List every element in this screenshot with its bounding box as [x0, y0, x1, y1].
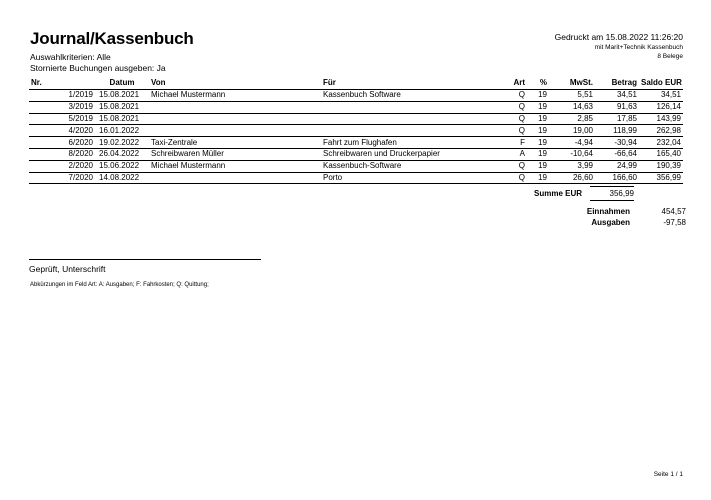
- table-cell: F: [493, 137, 527, 149]
- table-cell: Kassenbuch-Software: [321, 160, 493, 172]
- page-number: Seite 1 / 1: [653, 471, 683, 478]
- table-cell: Michael Mustermann: [149, 160, 321, 172]
- table-cell: 15.08.2021: [95, 101, 149, 113]
- table-cell: 14.08.2022: [95, 172, 149, 184]
- software-name: mit Marit+Technik Kassenbuch: [594, 44, 683, 51]
- table-cell: 3/2019: [29, 101, 95, 113]
- table-cell: 19.02.2022: [95, 137, 149, 149]
- table-cell: -4,94: [549, 137, 595, 149]
- column-header: MwSt.: [549, 75, 595, 90]
- table-cell: [321, 101, 493, 113]
- table-row: [29, 148, 683, 160]
- table-cell: 4/2020: [29, 125, 95, 137]
- table-row: [29, 101, 683, 113]
- table-cell: 356,99: [639, 172, 683, 184]
- table-cell: [149, 172, 321, 184]
- criteria-filter: Auswahlkriterien: Alle: [30, 52, 111, 62]
- table-cell: -30,94: [595, 137, 639, 149]
- expenses-value: -97,58: [663, 218, 686, 227]
- income-row: [560, 207, 686, 218]
- table-cell: 262,98: [639, 125, 683, 137]
- table-cell: -10,64: [549, 148, 595, 160]
- table-cell: 8/2020: [29, 148, 95, 160]
- printed-timestamp: Gedruckt am 15.08.2022 11:26:20: [554, 32, 683, 42]
- table-cell: Schreibwaren Müller: [149, 148, 321, 160]
- table-cell: 19: [527, 137, 549, 149]
- table-row: [29, 90, 683, 102]
- table-cell: 165,40: [639, 148, 683, 160]
- table-cell: 15.06.2022: [95, 160, 149, 172]
- table-cell: 118,99: [595, 125, 639, 137]
- table-cell: 16.01.2022: [95, 125, 149, 137]
- table-cell: 1/2019: [29, 90, 95, 102]
- table-cell: Schreibwaren und Druckerpapier: [321, 148, 493, 160]
- table-cell: Q: [493, 160, 527, 172]
- table-row: [29, 137, 683, 149]
- table-cell: 19: [527, 148, 549, 160]
- sum-value: 356,99: [590, 186, 634, 201]
- table-cell: Q: [493, 172, 527, 184]
- table-cell: 5,51: [549, 90, 595, 102]
- table-cell: Q: [493, 90, 527, 102]
- table-cell: 17,85: [595, 113, 639, 125]
- table-cell: Porto: [321, 172, 493, 184]
- table-cell: 24,99: [595, 160, 639, 172]
- expenses-label: Ausgaben: [591, 218, 630, 227]
- table-cell: Taxi-Zentrale: [149, 137, 321, 149]
- report-title: Journal/Kassenbuch: [30, 29, 194, 48]
- table-cell: Michael Mustermann: [149, 90, 321, 102]
- table-cell: 19: [527, 113, 549, 125]
- table-cell: 126,14: [639, 101, 683, 113]
- column-header: Betrag: [595, 75, 639, 90]
- table-row: [29, 125, 683, 137]
- table-cell: Q: [493, 113, 527, 125]
- table-cell: 3,99: [549, 160, 595, 172]
- abbreviations-note: Abkürzungen im Feld Art: A: Ausgaben; F: Fahrkosten; Q: Quittung;: [30, 282, 209, 288]
- table-cell: 19: [527, 101, 549, 113]
- table-cell: 190,39: [639, 160, 683, 172]
- table-cell: 2/2020: [29, 160, 95, 172]
- selection-criteria: [30, 52, 166, 73]
- table-row: [29, 113, 683, 125]
- table-cell: Fahrt zum Flughafen: [321, 137, 493, 149]
- table-cell: 34,51: [639, 90, 683, 102]
- table-cell: -66,64: [595, 148, 639, 160]
- income-label: Einnahmen: [586, 207, 630, 216]
- column-header: %: [527, 75, 549, 90]
- table-cell: [149, 113, 321, 125]
- journal-table: [29, 75, 683, 184]
- column-header: Datum: [95, 75, 149, 90]
- table-cell: 7/2020: [29, 172, 95, 184]
- table-cell: 143,99: [639, 113, 683, 125]
- criteria-cancelled: Stornierte Buchungen ausgeben: Ja: [30, 62, 166, 73]
- table-cell: [321, 125, 493, 137]
- signature-line: [29, 259, 261, 260]
- column-header: Von: [149, 75, 321, 90]
- column-header: Für: [321, 75, 493, 90]
- table-cell: 19: [527, 125, 549, 137]
- table-cell: 26,60: [549, 172, 595, 184]
- table-cell: 26.04.2022: [95, 148, 149, 160]
- table-cell: 5/2019: [29, 113, 95, 125]
- table-cell: 166,60: [595, 172, 639, 184]
- sum-label: Summe EUR: [534, 189, 583, 198]
- document-count: 8 Belege: [657, 53, 683, 60]
- income-value: 454,57: [661, 207, 686, 216]
- table-cell: 15.08.2021: [95, 90, 149, 102]
- table-cell: 19,00: [549, 125, 595, 137]
- table-cell: 91,63: [595, 101, 639, 113]
- table-cell: [149, 125, 321, 137]
- table-cell: 19: [527, 90, 549, 102]
- table-cell: 19: [527, 160, 549, 172]
- print-info: [555, 32, 683, 61]
- table-cell: 19: [527, 172, 549, 184]
- table-cell: Kassenbuch Software: [321, 90, 493, 102]
- column-header: Nr.: [29, 75, 95, 90]
- table-cell: 6/2020: [29, 137, 95, 149]
- table-cell: [149, 101, 321, 113]
- table-cell: Q: [493, 125, 527, 137]
- table-cell: 2,85: [549, 113, 595, 125]
- table-cell: 15.08.2021: [95, 113, 149, 125]
- table-header-row: [29, 75, 683, 90]
- table-cell: Q: [493, 101, 527, 113]
- table-cell: 232,04: [639, 137, 683, 149]
- table-cell: 14,63: [549, 101, 595, 113]
- table-cell: A: [493, 148, 527, 160]
- totals: [560, 207, 686, 229]
- table-row: [29, 160, 683, 172]
- expenses-row: [560, 218, 686, 229]
- signature-label: Geprüft, Unterschrift: [29, 264, 106, 274]
- table-cell: [321, 113, 493, 125]
- table-cell: 34,51: [595, 90, 639, 102]
- table-row: [29, 172, 683, 184]
- column-header: Saldo EUR: [639, 75, 683, 90]
- column-header: Art: [493, 75, 527, 90]
